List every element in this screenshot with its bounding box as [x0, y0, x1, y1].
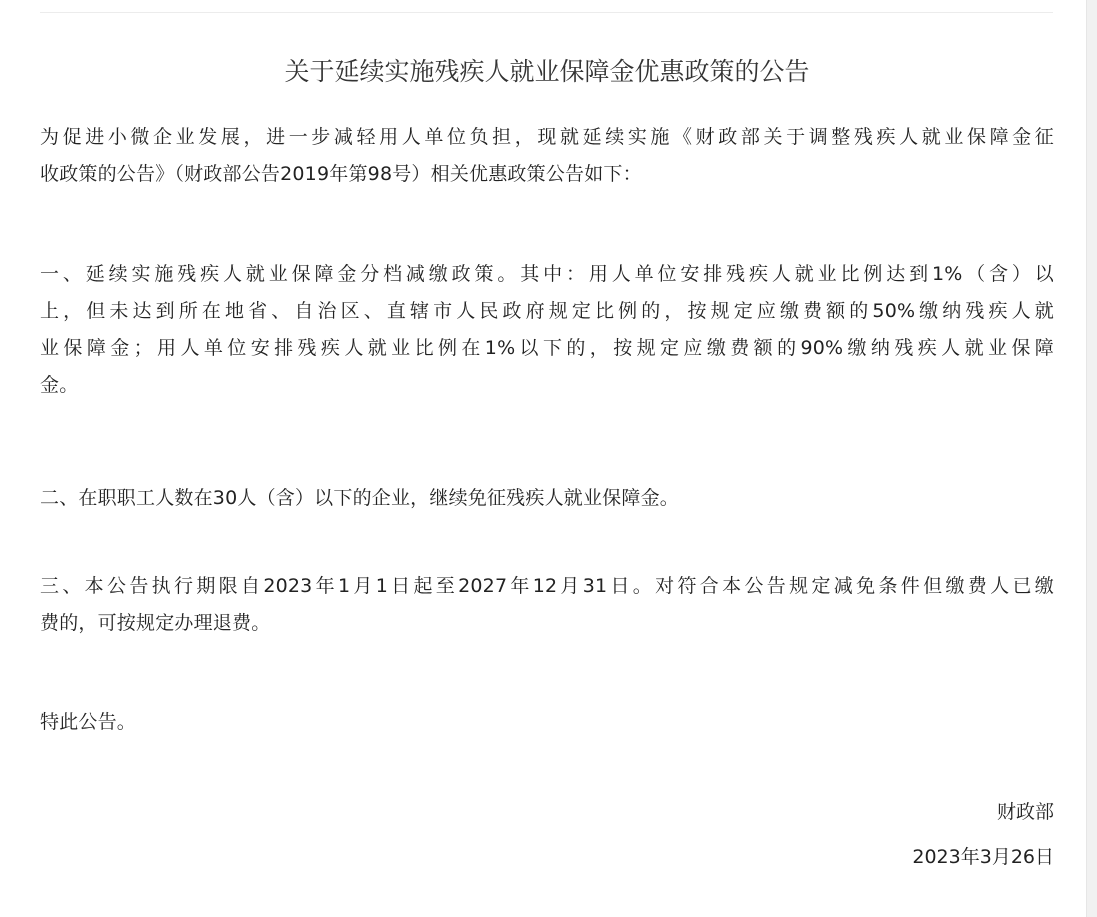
intro-line: 为促进小微企业发展，进一步减轻用人单位负担，现就延续实施《财政部关于调整残疾人就业保障金征	[40, 126, 1054, 148]
issue-date: 2023年3月26日	[912, 846, 1054, 868]
item-1-line: 金。	[40, 374, 79, 396]
closing-line: 特此公告。	[40, 711, 137, 733]
top-divider	[40, 12, 1053, 13]
closing-paragraph	[40, 704, 1054, 741]
item-1-line: 一、延续实施残疾人就业保障金分档减缴政策。其中：用人单位安排残疾人就业比例达到1%（含）以	[40, 263, 1054, 285]
item-3-line: 三、本公告执行期限自2023年1月1日起至2027年12月31日。对符合本公告规定减免条件但缴费人已缴	[40, 575, 1054, 597]
item-3-line: 费的，可按规定办理退费。	[40, 612, 271, 634]
item-1-paragraph	[40, 256, 1054, 404]
item-2-paragraph	[40, 480, 1054, 517]
item-3-paragraph	[40, 568, 1054, 642]
page-title: 关于延续实施残疾人就业保障金优惠政策的公告	[284, 57, 810, 86]
intro-line: 收政策的公告》（财政部公告2019年第98号）相关优惠政策公告如下：	[40, 163, 642, 185]
item-1-line: 业保障金；用人单位安排残疾人就业比例在1%以下的，按规定应缴费额的90%缴纳残疾人就业保障	[40, 337, 1054, 359]
vertical-scrollbar[interactable]	[1086, 0, 1097, 917]
issuer-signature: 财政部	[996, 801, 1054, 823]
item-1-line: 上，但未达到所在地省、自治区、直辖市人民政府规定比例的，按规定应缴费额的50%缴纳残疾人就	[40, 300, 1054, 322]
intro-paragraph	[40, 119, 1054, 193]
item-2-line: 二、在职职工人数在30人（含）以下的企业，继续免征残疾人就业保障金。	[40, 487, 679, 509]
